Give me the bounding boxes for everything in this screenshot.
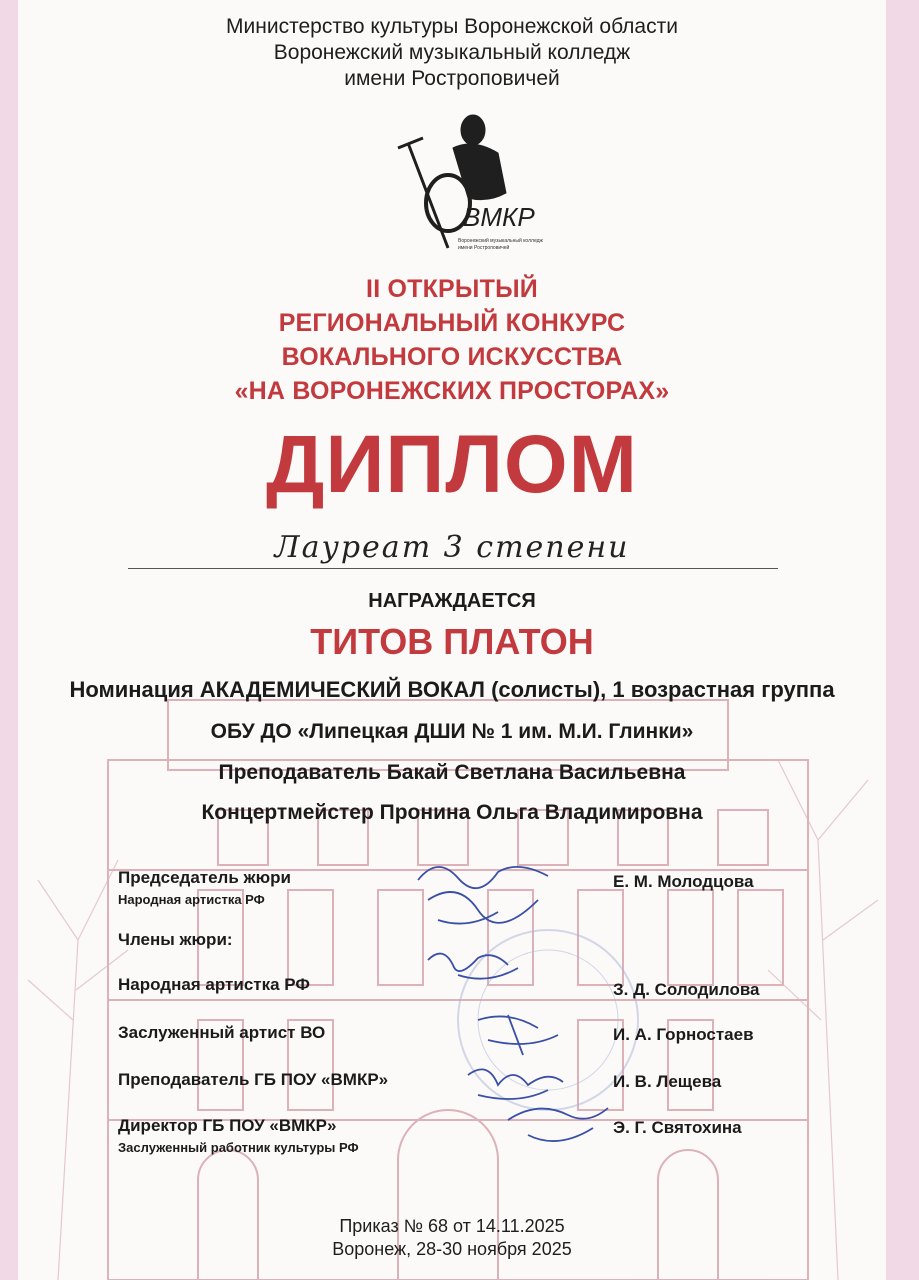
recipient-name: ТИТОВ ПЛАТОН [310,621,594,662]
competition-line-3: ВОКАЛЬНОГО ИСКУССТВА [281,343,623,371]
director-title: Директор ГБ ПОУ «ВМКР» [118,1116,337,1135]
member-3-signature [468,1069,563,1099]
jury-member-2-name: И. А. Горностаев [613,1025,754,1044]
chair-signature [418,867,548,924]
logo-caption-2: имени Ростроповичей [458,245,510,251]
diploma-sheet [18,0,886,1280]
member-2-signature [478,1015,558,1055]
competition-line-4: «НА ВОРОНЕЖСКИХ ПРОСТОРАХ» [234,377,670,405]
ministry-line: Министерство культуры Воронежской области [226,15,678,38]
jury-chair-title: Председатель жюри [118,868,291,887]
order-line: Приказ № 68 от 14.11.2025 [339,1216,565,1236]
awarded-label: НАГРАЖДАЕТСЯ [368,590,536,612]
jury-chair-subtitle: Народная артистка РФ [118,892,265,907]
nomination-line: Номинация АКАДЕМИЧЕСКИЙ ВОКАЛ (солисты), 1 возрастная группа [69,677,835,702]
degree-underline [128,568,778,569]
director-signature [508,1108,608,1141]
jury-member-2-title: Заслуженный артист ВО [118,1023,326,1042]
competition-line-2: РЕГИОНАЛЬНЫЙ КОНКУРС [278,309,626,337]
diploma-title: ДИПЛОМ [266,419,638,510]
teacher-line: Преподаватель Бакай Светлана Васильевна [218,761,686,784]
degree-handwritten: Лауреат 3 степени [274,530,630,565]
college-logo [378,108,548,258]
logo-caption-1: Воронежский музыкальный колледж [458,238,543,244]
school-line: ОБУ ДО «Липецкая ДШИ № 1 им. М.И. Глинки» [210,720,694,743]
competition-line-1: II ОТКРЫТЫЙ [366,275,538,303]
jury-signatures [398,850,618,1170]
member-1-signature [428,954,518,979]
jury-member-3-title: Преподаватель ГБ ПОУ «ВМКР» [118,1070,389,1089]
place-date-line: Воронеж, 28-30 ноября 2025 [332,1239,572,1259]
college-name-line: имени Ростроповичей [344,67,560,90]
jury-members-label: Члены жюри: [118,930,233,949]
logo-letters: ВМКР [463,202,535,232]
jury-member-1-title: Народная артистка РФ [118,975,310,994]
accompanist-line: Концертмейстер Пронина Ольга Владимировна [201,801,703,824]
jury-member-1-name: З. Д. Солодилова [613,980,760,999]
jury-member-3-name: И. В. Лещева [613,1072,722,1091]
jury-chair-name: Е. М. Молодцова [613,872,754,891]
director-name: Э. Г. Святохина [613,1118,742,1137]
college-line: Воронежский музыкальный колледж [273,41,631,64]
director-subtitle: Заслуженный работник культуры РФ [118,1140,359,1155]
